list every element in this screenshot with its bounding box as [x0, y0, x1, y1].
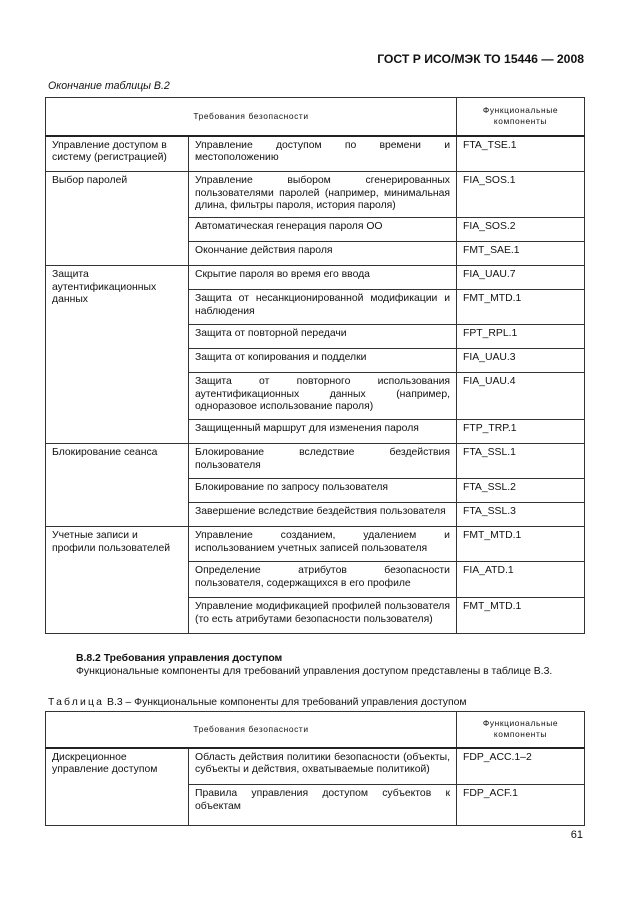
component-cell: FTA_SSL.2 — [457, 479, 585, 503]
category-cell: Блокирование сеанса — [46, 444, 189, 527]
requirement-cell: Определение атрибутов безопасности пользователя, содержащихся в его профиле — [189, 562, 457, 598]
requirement-cell: Защищенный маршрут для изменения пароля — [189, 420, 457, 444]
table-b3-caption-text: В.3 – Функциональные компоненты для требований управления доступом — [107, 697, 467, 708]
component-cell: FIA_SOS.2 — [457, 218, 585, 242]
category-cell: Управление доступом в систему (регистрацией) — [46, 136, 189, 172]
requirement-cell: Блокирование вследствие бездействия пользователя — [189, 444, 457, 479]
table-b3-header-components: Функциональные компоненты — [457, 712, 585, 748]
table-b3 — [45, 711, 585, 826]
component-cell: FTA_SSL.1 — [457, 444, 585, 479]
component-cell: FTA_SSL.3 — [457, 503, 585, 527]
component-cell: FIA_SOS.1 — [457, 172, 585, 218]
component-cell: FMT_MTD.1 — [457, 598, 585, 634]
requirement-cell: Защита от повторной передачи — [189, 325, 457, 349]
table-b2-caption: Окончание таблицы В.2 — [48, 80, 170, 92]
requirement-cell: Защита от несанкционированной модификации и наблюдения — [189, 290, 457, 325]
requirement-cell: Управление созданием, удалением и использованием учетных записей пользователя — [189, 527, 457, 562]
component-cell: FDP_ACF.1 — [457, 785, 585, 826]
table-b3-caption — [48, 697, 467, 708]
table-row — [46, 266, 585, 290]
category-cell: Дискреционное управление доступом — [46, 748, 189, 826]
table-row — [46, 172, 585, 218]
page-number: 61 — [570, 829, 583, 841]
component-cell: FPT_RPL.1 — [457, 325, 585, 349]
category-cell: Выбор паролей — [46, 172, 189, 266]
requirement-cell: Окончание действия пароля — [189, 242, 457, 266]
component-cell: FMT_MTD.1 — [457, 527, 585, 562]
requirement-cell: Область действия политики безопасности (объекты, субъекты и действия, охватываемые политикой) — [189, 748, 457, 785]
component-cell: FMT_MTD.1 — [457, 290, 585, 325]
table-b3-header-requirements: Требования безопасности — [46, 712, 457, 748]
table-row — [46, 136, 585, 172]
requirement-cell: Управление выбором сгенерированных пользователями паролей (например, минимальная длина, фильтры пароля, история пароля) — [189, 172, 457, 218]
component-cell: FIA_ATD.1 — [457, 562, 585, 598]
requirement-cell: Управление модификацией профилей пользователя (то есть атрибутами безопасности пользователя) — [189, 598, 457, 634]
requirement-cell: Управление доступом по времени и местоположению — [189, 136, 457, 172]
requirement-cell: Защита от повторного использования аутентификационных данных (например, одноразовое использование пароля) — [189, 373, 457, 420]
section-paragraph: Функциональные компоненты для требований управления доступом представлены в таблице В.3. — [76, 666, 553, 677]
component-cell: FDP_ACC.1–2 — [457, 748, 585, 785]
requirement-cell: Защита от копирования и подделки — [189, 349, 457, 373]
requirement-cell: Завершение вследствие бездействия пользователя — [189, 503, 457, 527]
section-heading: В.8.2 Требования управления доступом — [76, 653, 283, 664]
component-cell: FIA_UAU.7 — [457, 266, 585, 290]
requirement-cell: Скрытие пароля во время его ввода — [189, 266, 457, 290]
requirement-cell: Правила управления доступом субъектов к объектам — [189, 785, 457, 826]
requirement-cell: Блокирование по запросу пользователя — [189, 479, 457, 503]
table-row — [46, 527, 585, 562]
table-b2-header-requirements: Требования безопасности — [46, 98, 457, 136]
component-cell: FIA_UAU.3 — [457, 349, 585, 373]
table-b3-caption-label: Таблица — [48, 697, 105, 708]
table-b2-header-components: Функциональные компоненты — [457, 98, 585, 136]
table-row — [46, 748, 585, 785]
component-cell: FMT_SAE.1 — [457, 242, 585, 266]
requirement-cell: Автоматическая генерация пароля ОО — [189, 218, 457, 242]
category-cell: Учетные записи и профили пользователей — [46, 527, 189, 634]
component-cell: FTA_TSE.1 — [457, 136, 585, 172]
component-cell: FTP_TRP.1 — [457, 420, 585, 444]
component-cell: FIA_UAU.4 — [457, 373, 585, 420]
table-b2 — [45, 97, 585, 634]
document-header: ГОСТ Р ИСО/МЭК ТО 15446 — 2008 — [377, 52, 584, 66]
category-cell: Защита аутентификационных данных — [46, 266, 189, 444]
table-row — [46, 444, 585, 479]
